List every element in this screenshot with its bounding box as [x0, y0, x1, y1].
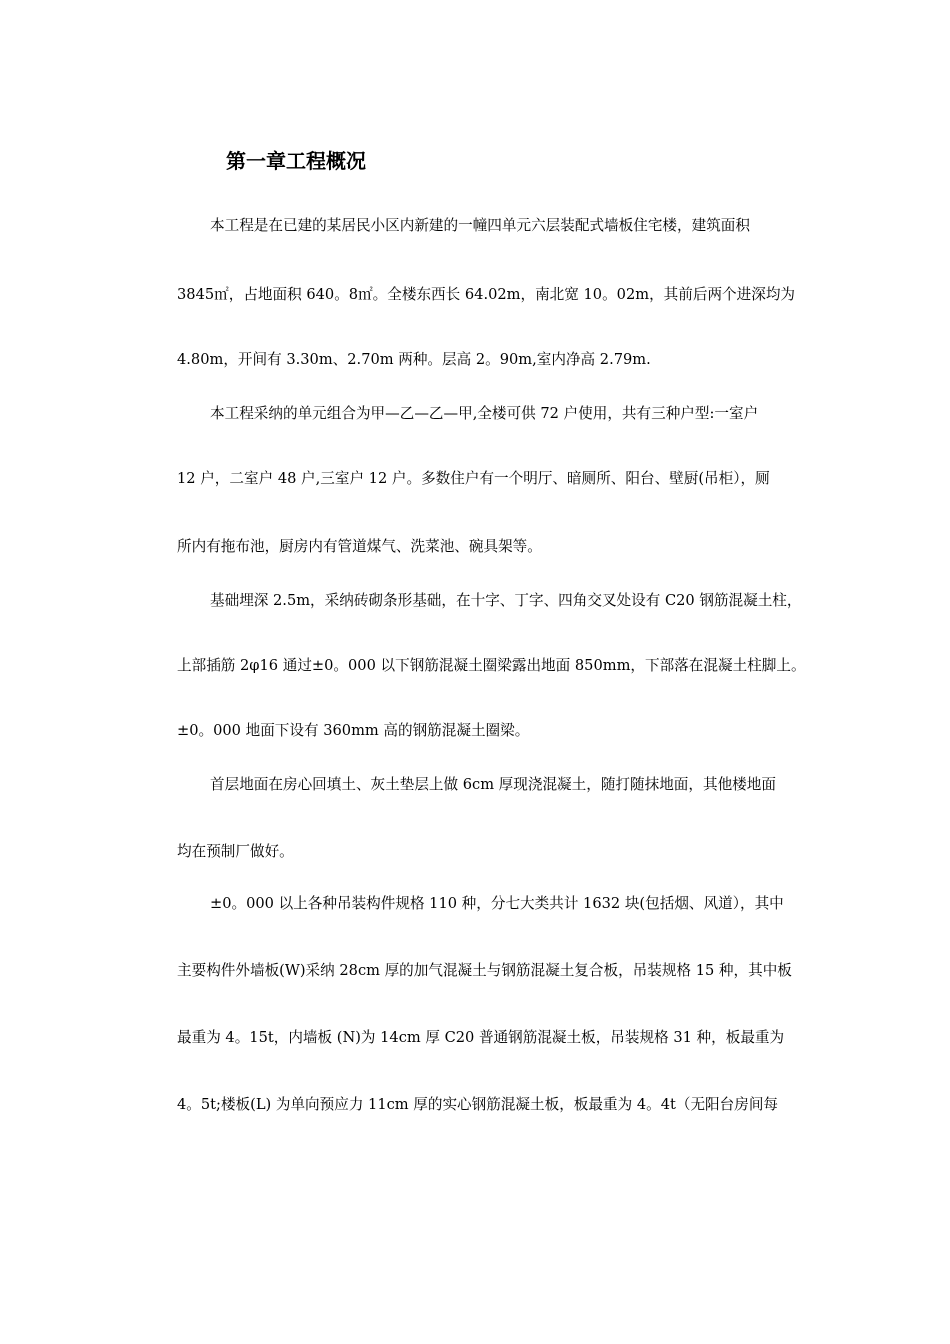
paragraph-line: 3845㎡，占地面积 640。8㎡。全楼东西长 64.02m，南北宽 10。02m，其前后两个进深均为	[177, 286, 796, 303]
paragraph-line: 上部插筋 2φ16 通过±0。000 以下钢筋混凝土圈梁露出地面 850mm，下部落在混凝土柱脚上。	[177, 657, 806, 674]
paragraph-line: 4.80m，开间有 3.30m、2.70m 两种。层高 2。90m,室内净高 2.79m.	[177, 351, 651, 368]
paragraph-line: 首层地面在房心回填土、灰土垫层上做 6cm 厚现浇混凝土，随打随抹地面，其他楼地面	[210, 776, 776, 793]
paragraph-line: 本工程采纳的单元组合为甲—乙—乙—甲,全楼可供 72 户使用，共有三种户型:一室户	[210, 405, 759, 422]
paragraph-line: 所内有拖布池，厨房内有管道煤气、洗菜池、碗具架等。	[177, 538, 542, 555]
paragraph-line: 均在预制厂做好。	[177, 843, 294, 860]
paragraph-line: 主要构件外墙板(W)采纳 28cm 厚的加气混凝土与钢筋混凝土复合板，吊装规格 15 种，其中板	[177, 962, 792, 979]
paragraph-line: 本工程是在已建的某居民小区内新建的一幢四单元六层装配式墙板住宅楼，建筑面积	[210, 217, 750, 234]
paragraph-line: 最重为 4。15t，内墙板 (N)为 14cm 厚 C20 普通钢筋混凝土板，吊装规格 31 种，板最重为	[177, 1029, 785, 1046]
paragraph-line: ±0。000 以上各种吊装构件规格 110 种，分七大类共计 1632 块(包括烟、风道），其中	[210, 895, 784, 912]
paragraph-line: 4。5t;楼板(L) 为单向预应力 11cm 厚的实心钢筋混凝土板，板最重为 4。4t（无阳台房间每	[177, 1096, 779, 1113]
paragraph-line: 基础埋深 2.5m，采纳砖砌条形基础，在十字、丁字、四角交叉处设有 C20 钢筋混凝土柱，	[210, 592, 802, 609]
paragraph-line: 12 户，二室户 48 户,三室户 12 户。多数住户有一个明厅、暗厕所、阳台、壁厨(吊柜），厕	[177, 470, 770, 487]
paragraph-line: ±0。000 地面下设有 360mm 高的钢筋混凝土圈梁。	[177, 722, 530, 739]
chapter-title: 第一章工程概况	[226, 149, 366, 173]
